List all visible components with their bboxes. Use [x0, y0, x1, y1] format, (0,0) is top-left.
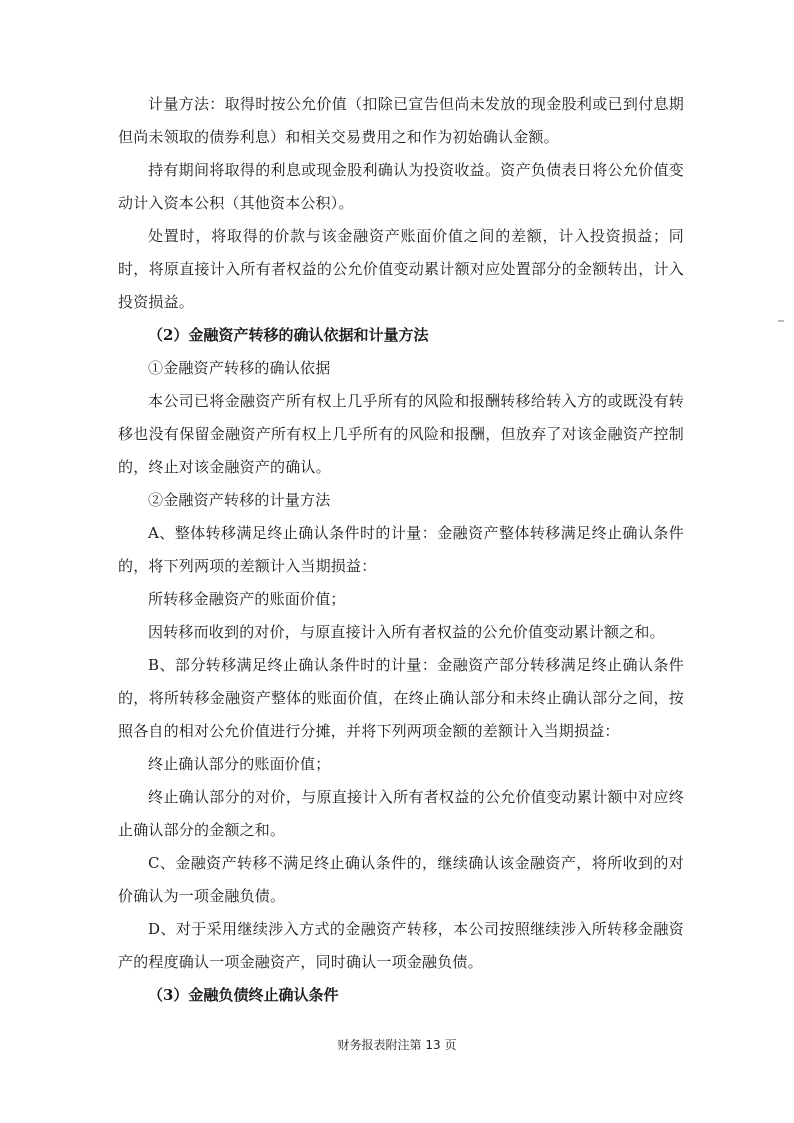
paragraph-item-a: A、整体转移满足终止确认条件时的计量：金融资产整体转移满足终止确认条件的，将下列两项的差额计入当期损益：: [118, 524, 684, 575]
paragraph-recognition-basis: 本公司已将金融资产所有权上几乎所有的风险和报酬转移给转入方的或既没有转移也没有保留金融资产所有权上几乎所有的风险和报酬，但放弃了对该金融资产控制的，终止对该金融资产的确认。: [118, 392, 684, 476]
paragraph-item-a-2: 因转移而收到的对价，与原直接计入所有者权益的公允价值变动累计额之和。: [148, 623, 665, 641]
paragraph-item-b: B、部分转移满足终止确认条件时的计量：金融资产部分转移满足终止确认条件的，将所转移金融资产整体的账面价值，在终止确认部分和未终止确认部分之间，按照各自的相对公允价值进行分摊，并将下列两项金额的差额计入当期损益：: [118, 656, 684, 740]
paragraph-item-b-2: 终止确认部分的对价，与原直接计入所有者权益的公允价值变动累计额中对应终止确认部分的金额之和。: [118, 788, 684, 839]
paragraph-measurement-method: 计量方法：取得时按公允价值（扣除已宣告但尚未发放的现金股利或已到付息期但尚未领取的债券利息）和相关交易费用之和作为初始确认金额。: [118, 95, 684, 146]
subheading-recognition-basis: ①金融资产转移的确认依据: [148, 359, 331, 377]
paragraph-item-b-1: 终止确认部分的账面价值；: [148, 755, 331, 773]
paragraph-disposal: 处置时，将取得的价款与该金融资产账面价值之间的差额，计入投资损益；同时，将原直接计入所有者权益的公允价值变动累计额对应处置部分的金额转出，计入投资损益。: [118, 227, 684, 311]
section-heading-2: （2）金融资产转移的确认依据和计量方法: [148, 326, 429, 344]
paragraph-item-c: C、金融资产转移不满足终止确认条件的，继续确认该金融资产，将所收到的对价确认为一项金融负债。: [118, 854, 684, 905]
paragraph-holding-period: 持有期间将取得的利息或现金股利确认为投资收益。资产负债表日将公允价值变动计入资本公积（其他资本公积）。: [118, 161, 684, 212]
paragraph-item-a-1: 所转移金融资产的账面价值；: [148, 590, 346, 608]
paragraph-item-d: D、对于采用继续涉入方式的金融资产转移，本公司按照继续涉入所转移金融资产的程度确认一项金融资产，同时确认一项金融负债。: [118, 920, 684, 971]
section-heading-3: （3）金融负债终止确认条件: [148, 986, 339, 1004]
scan-speck: [778, 320, 784, 322]
page-footer: 财务报表附注第 13 页: [337, 1038, 457, 1052]
subheading-measurement-method: ②金融资产转移的计量方法: [148, 491, 331, 509]
document-body: [118, 88, 684, 1012]
